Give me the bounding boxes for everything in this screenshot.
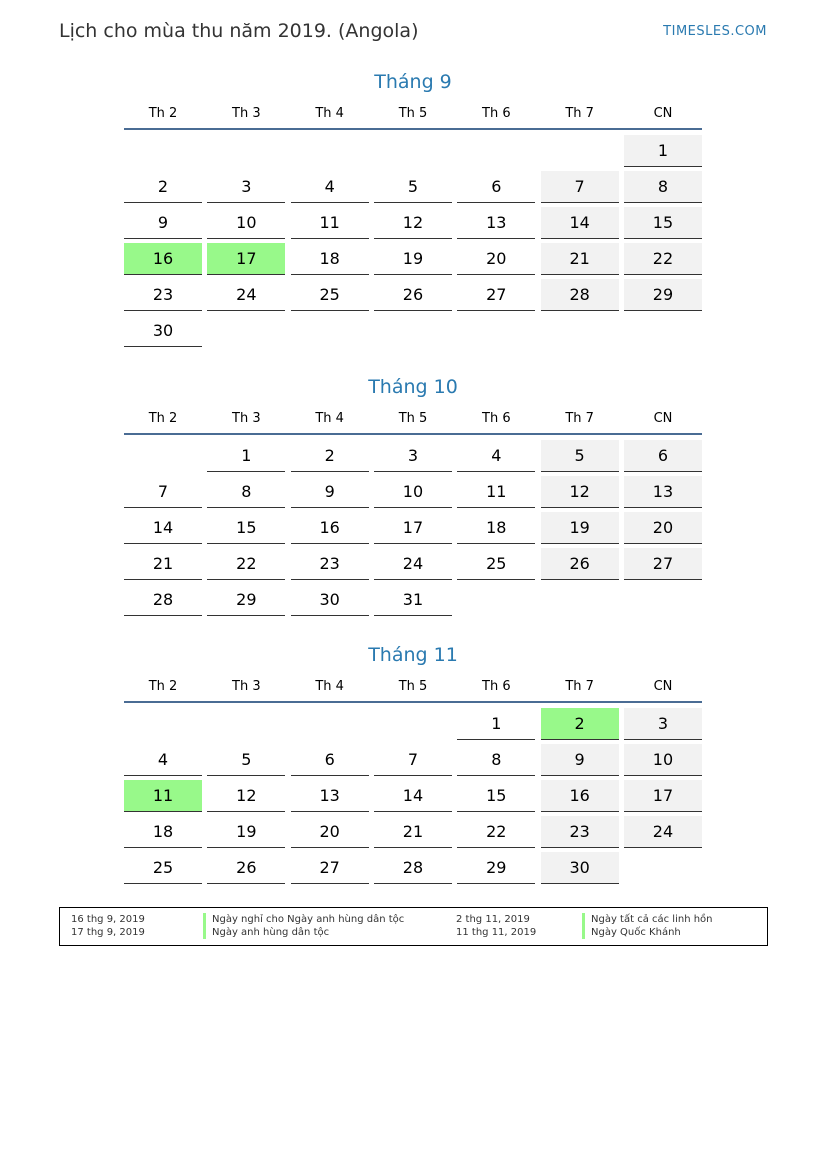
day-cell: 21: [541, 243, 619, 275]
day-cell: 29: [457, 852, 535, 884]
day-cell: 15: [207, 512, 285, 544]
legend-date: 16 thg 9, 2019: [71, 914, 145, 925]
day-cell: 21: [124, 548, 202, 580]
day-cell: 20: [291, 816, 369, 848]
legend-date: 17 thg 9, 2019: [71, 927, 145, 938]
day-cell: 17: [624, 780, 702, 812]
day-cell: 27: [457, 279, 535, 311]
day-cell: 7: [124, 476, 202, 508]
weekday-label: Th 6: [482, 679, 511, 694]
day-cell: 18: [457, 512, 535, 544]
day-cell: 13: [624, 476, 702, 508]
empty-cell: [207, 708, 285, 740]
day-grid: [124, 135, 702, 347]
weekday-label: Th 3: [232, 106, 261, 121]
day-cell: 14: [124, 512, 202, 544]
day-cell: 19: [541, 512, 619, 544]
day-cell: 17: [374, 512, 452, 544]
day-cell: 13: [457, 207, 535, 239]
weekday-label: Th 7: [565, 411, 594, 426]
day-cell-holiday: 16: [124, 243, 202, 275]
day-cell: 23: [124, 279, 202, 311]
day-cell: 25: [291, 279, 369, 311]
day-cell: 8: [207, 476, 285, 508]
day-cell: 25: [457, 548, 535, 580]
weekday-label: CN: [653, 679, 673, 694]
empty-cell: [124, 708, 202, 740]
day-cell: 5: [541, 440, 619, 472]
day-cell: 5: [374, 171, 452, 203]
day-cell: 26: [374, 279, 452, 311]
day-cell: 27: [291, 852, 369, 884]
empty-cell: [374, 135, 452, 167]
day-cell: 7: [541, 171, 619, 203]
day-cell: 6: [624, 440, 702, 472]
day-cell: 2: [124, 171, 202, 203]
day-cell: 4: [124, 744, 202, 776]
day-cell: 6: [457, 171, 535, 203]
day-cell: 16: [541, 780, 619, 812]
day-cell: 27: [624, 548, 702, 580]
weekday-label: Th 2: [148, 411, 178, 426]
day-cell: 10: [374, 476, 452, 508]
empty-cell: [124, 135, 202, 167]
day-cell: 31: [374, 584, 452, 616]
empty-cell: [124, 440, 202, 472]
day-cell: 10: [207, 207, 285, 239]
weekday-label: Th 3: [232, 411, 261, 426]
day-cell: 30: [124, 315, 202, 347]
day-cell: 9: [124, 207, 202, 239]
day-cell: 22: [207, 548, 285, 580]
empty-cell: [291, 708, 369, 740]
weekday-label: Th 3: [232, 679, 261, 694]
day-cell: 20: [624, 512, 702, 544]
day-cell: 10: [624, 744, 702, 776]
weekday-header: [124, 671, 702, 703]
day-cell: 4: [457, 440, 535, 472]
day-cell: 28: [374, 852, 452, 884]
day-cell: 23: [541, 816, 619, 848]
weekday-label: Th 4: [315, 679, 344, 694]
empty-cell: [457, 135, 535, 167]
weekday-label: Th 2: [148, 106, 178, 121]
page-title: Lịch cho mùa thu năm 2019. (Angola): [59, 20, 419, 42]
day-cell: 20: [457, 243, 535, 275]
legend-holiday-name: Ngày Quốc Khánh: [582, 926, 681, 939]
legend-date: 11 thg 11, 2019: [456, 927, 537, 938]
empty-cell: [291, 135, 369, 167]
day-cell: 11: [457, 476, 535, 508]
weekday-label: Th 5: [398, 411, 428, 426]
day-cell: 25: [124, 852, 202, 884]
month-title: Tháng 10: [368, 376, 458, 398]
day-cell: 7: [374, 744, 452, 776]
weekday-label: Th 7: [565, 679, 594, 694]
legend-holiday-name: Ngày anh hùng dân tộc: [203, 926, 329, 939]
day-cell: 1: [457, 708, 535, 740]
day-cell: 3: [374, 440, 452, 472]
legend-date: 2 thg 11, 2019: [456, 914, 530, 925]
day-cell: 9: [291, 476, 369, 508]
weekday-label: Th 5: [398, 106, 428, 121]
day-cell: 8: [457, 744, 535, 776]
day-cell: 28: [124, 584, 202, 616]
day-cell: 15: [624, 207, 702, 239]
weekday-label: Th 7: [565, 106, 594, 121]
month-title: Tháng 9: [374, 71, 452, 93]
day-cell: 26: [207, 852, 285, 884]
day-cell: 30: [541, 852, 619, 884]
month-october: [124, 371, 702, 616]
weekday-label: Th 4: [315, 411, 344, 426]
day-cell: 15: [457, 780, 535, 812]
day-cell: 14: [374, 780, 452, 812]
day-cell: 3: [624, 708, 702, 740]
day-grid: [124, 440, 702, 616]
day-cell: 29: [624, 279, 702, 311]
holiday-legend: [59, 907, 768, 946]
day-cell-holiday: 11: [124, 780, 202, 812]
day-grid: [124, 708, 702, 884]
day-cell-holiday: 17: [207, 243, 285, 275]
day-cell: 3: [207, 171, 285, 203]
day-cell: 19: [207, 816, 285, 848]
legend-holiday-name: Ngày tất cả các linh hồn: [582, 913, 713, 926]
day-cell: 2: [291, 440, 369, 472]
day-cell: 13: [291, 780, 369, 812]
day-cell: 24: [624, 816, 702, 848]
month-september: [124, 66, 702, 347]
weekday-label: CN: [653, 106, 673, 121]
weekday-label: Th 6: [482, 106, 511, 121]
day-cell: 24: [207, 279, 285, 311]
day-cell: 9: [541, 744, 619, 776]
weekday-label: Th 2: [148, 679, 178, 694]
month-november: [124, 639, 702, 884]
day-cell: 21: [374, 816, 452, 848]
weekday-header: [124, 403, 702, 435]
day-cell: 12: [207, 780, 285, 812]
day-cell-holiday: 2: [541, 708, 619, 740]
day-cell: 19: [374, 243, 452, 275]
day-cell: 29: [207, 584, 285, 616]
weekday-label: CN: [653, 411, 673, 426]
day-cell: 18: [124, 816, 202, 848]
day-cell: 22: [624, 243, 702, 275]
empty-cell: [374, 708, 452, 740]
day-cell: 11: [291, 207, 369, 239]
day-cell: 28: [541, 279, 619, 311]
weekday-label: Th 6: [482, 411, 511, 426]
day-cell: 18: [291, 243, 369, 275]
day-cell: 12: [374, 207, 452, 239]
day-cell: 14: [541, 207, 619, 239]
day-cell: 1: [624, 135, 702, 167]
day-cell: 24: [374, 548, 452, 580]
day-cell: 26: [541, 548, 619, 580]
month-title: Tháng 11: [368, 644, 458, 666]
site-link[interactable]: TIMESLES.COM: [663, 24, 767, 39]
day-cell: 4: [291, 171, 369, 203]
empty-cell: [541, 135, 619, 167]
weekday-header: [124, 98, 702, 130]
day-cell: 1: [207, 440, 285, 472]
day-cell: 30: [291, 584, 369, 616]
weekday-label: Th 5: [398, 679, 428, 694]
day-cell: 8: [624, 171, 702, 203]
weekday-label: Th 4: [315, 106, 344, 121]
day-cell: 6: [291, 744, 369, 776]
day-cell: 23: [291, 548, 369, 580]
legend-holiday-name: Ngày nghỉ cho Ngày anh hùng dân tộc: [203, 913, 404, 926]
day-cell: 5: [207, 744, 285, 776]
empty-cell: [207, 135, 285, 167]
day-cell: 16: [291, 512, 369, 544]
day-cell: 22: [457, 816, 535, 848]
day-cell: 12: [541, 476, 619, 508]
